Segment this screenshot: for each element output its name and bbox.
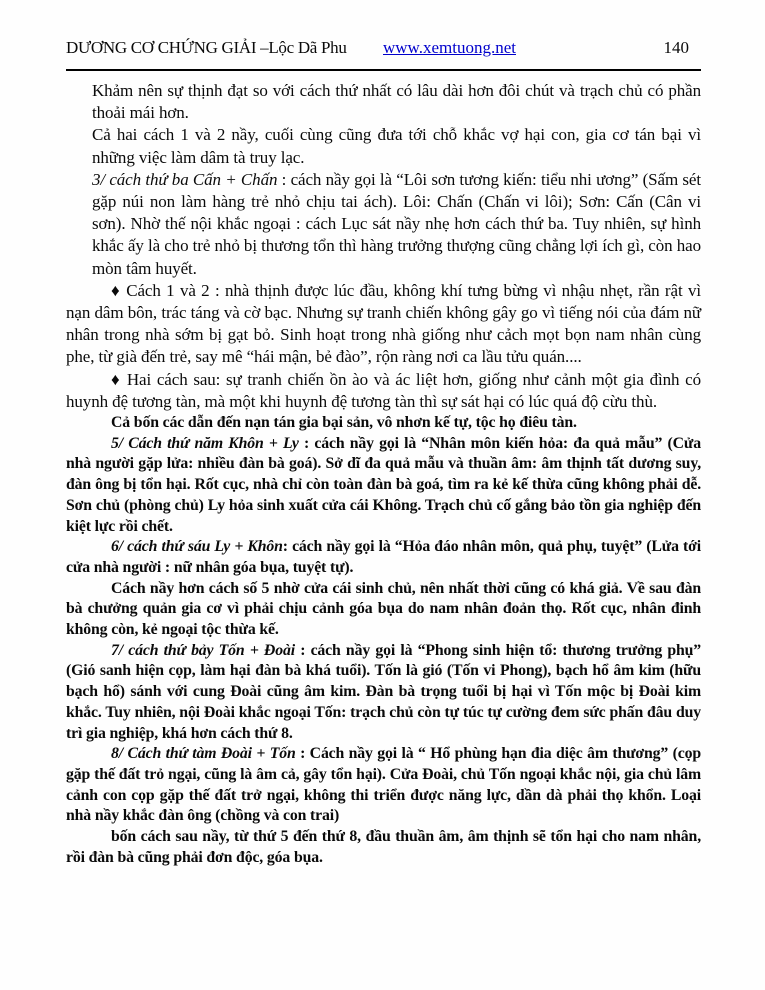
section-heading-lead: 3/ cách thứ ba Cấn + Chấn: [92, 169, 278, 189]
section-heading-lead: 6/ cách thứ sáu Ly + Khôn: [111, 538, 283, 556]
section-heading-lead: 5/ Cách thứ năm Khôn + Ly: [111, 434, 299, 452]
paragraph: 7/ cách thứ bảy Tốn + Đoài : cách nầy gọi là “Phong sinh hiện tổ: thương trưởng phụ” (Gió sanh hiện cọp, làm hại đàn bà khá tuổi). Tốn là gió (Tốn vi Phong), bạch hổ âm kim (hữu bạch hổ) sánh với cung Đoài cũng âm kim. Đàn bà trọng tuổi bị hại vì Tốn mộc bị Đoài kim khắc. Tuy nhiên, nội Đoài khắc ngoại Tốn: trạch chủ còn tự túc tự cường đem sức phấn đâu duy trì gia nghiệp, khá hơn cách thứ 8.: [66, 641, 701, 742]
paragraph: ♦ Cách 1 và 2 : nhà thịnh được lúc đầu, không khí tưng bừng vì nhậu nhẹt, rần rật vì nạn dâm bôn, trác táng và cờ bạc. Nhưng sự tranh chiến không gây go vì tiếng nói của đám nữ nhân trong nhà sớm bị gạt bỏ. Sinh hoạt trong nhà giống như cảch mọt bọn nam nhân cùng phe, từ già đến trẻ, say mê “hái mận, bẻ đào”, rộn ràng nơi ca lầu tửu quán....: [66, 280, 701, 367]
paragraph: 5/ Cách thứ năm Khôn + Ly : cách nầy gọi là “Nhân môn kiến hỏa: đa quả mẫu” (Cửa nhà người gặp lửa: nhiều đàn bà goá). Sở dĩ đa quả mẫu và thuần âm: âm thịnh tất dương suy, đàn ông bị tổn hại. Rốt cục, nhà chỉ còn toàn đàn bà goá, tìm ra kẻ kế thừa cũng không phải dễ. Sơn chủ (phòng chủ) Ly hỏa sinh xuất cửa cái Không. Trạch chủ cố gắng bảo tồn gia nghiệp đến kiệt lực rồi chết.: [66, 434, 701, 535]
section-heading-lead: 8/ Cách thứ tàm Đoài + Tốn: [111, 745, 296, 763]
paragraph: bốn cách sau nầy, từ thứ 5 đến thứ 8, đầu thuần âm, âm thịnh sẽ tổn hại cho nam nhân, rồi đàn bà cũng phải đơn độc, góa bụa.: [66, 828, 701, 866]
document-body: [66, 80, 701, 869]
paragraph: 3/ cách thứ ba Cấn + Chấn : cách nầy gọi là “Lôi sơn tương kiến: tiểu nhi ương” (Sấm sét gặp núi non làm hàng trẻ nhỏ chịu tai ách). Lôi: Chấn (Chấn vi lôi); Sơn: Cấn (Cân vi sơn). Nhờ thế nội khắc ngoại : cách Lục sát nầy nhẹ hơn cách thứ ba. Tuy nhiên, sự hình khắc ấy là cho trẻ nhỏ bị thương tổn thì hàng trưởng thượng cũng chẳng lợi ích gì, còn hao mòn tâm huyết.: [92, 169, 701, 278]
header-divider: [66, 69, 701, 71]
website-link[interactable]: www.xemtuong.net: [383, 38, 516, 57]
page-number: 140: [663, 38, 689, 57]
paragraph: Cách nầy hơn cách số 5 nhờ cửa cái sinh chủ, nên nhất thời cũng có khá giả. Về sau đàn bà chưởng quản gia cơ vì phải chịu cảnh góa bụa do nam nhân đoản thọ. Rốt cục, nhân đinh không còn, kẻ ngoại tộc thừa kế.: [66, 579, 701, 639]
paragraph: Cả bốn các dẫn đến nạn tán gia bại sản, vô nhơn kế tự, tộc họ điêu tàn.: [111, 414, 577, 432]
paragraph: ♦ Hai cách sau: sự tranh chiến ồn ào và ác liệt hơn, giống như cảnh một gia đình có huynh đệ tương tàn, mà một khi huynh đệ tương tàn thì sự sát hại có lúc quá độ cừu thù.: [66, 369, 701, 411]
paragraph: 6/ cách thứ sáu Ly + Khôn: cách nầy gọi là “Hỏa đáo nhân môn, quả phụ, tuyệt” (Lửa tới cửa nhà người : nữ nhân góa bụa, tuyệt tự).: [66, 538, 701, 576]
paragraph: 8/ Cách thứ tàm Đoài + Tốn : Cách nầy gọi là “ Hổ phùng hạn đia diệc âm thương” (cọp gặp thế đất trỏ ngại, cũng là âm cả, gây tổn hại). Cửa Đoài, chủ Tốn ngoại khắc nội, gia chủ lâm cảnh con cọp gặp thế đất trở ngại, không thi triển được năng lực, dần dà phải thọ khổn. Loại nhà nầy khắc đàn ông (chồng và con trai): [66, 745, 701, 825]
paragraph: Cả hai cách 1 và 2 nầy, cuối cùng cũng đưa tới chỗ khắc vợ hại con, gia cơ tán bại vì những việc làm dâm tà truy lạc.: [92, 125, 701, 167]
section-heading-lead: 7/ cách thứ bảy Tốn + Đoài: [111, 641, 295, 659]
paragraph: Khảm nên sự thịnh đạt so với cách thứ nhất có lâu dài hơn đôi chút và trạch chủ có phần thoải mái hơn.: [92, 81, 701, 123]
document-title: DƯƠNG CƠ CHỨNG GIẢI –Lộc Dã Phu: [66, 38, 347, 57]
page-header: [66, 38, 701, 58]
